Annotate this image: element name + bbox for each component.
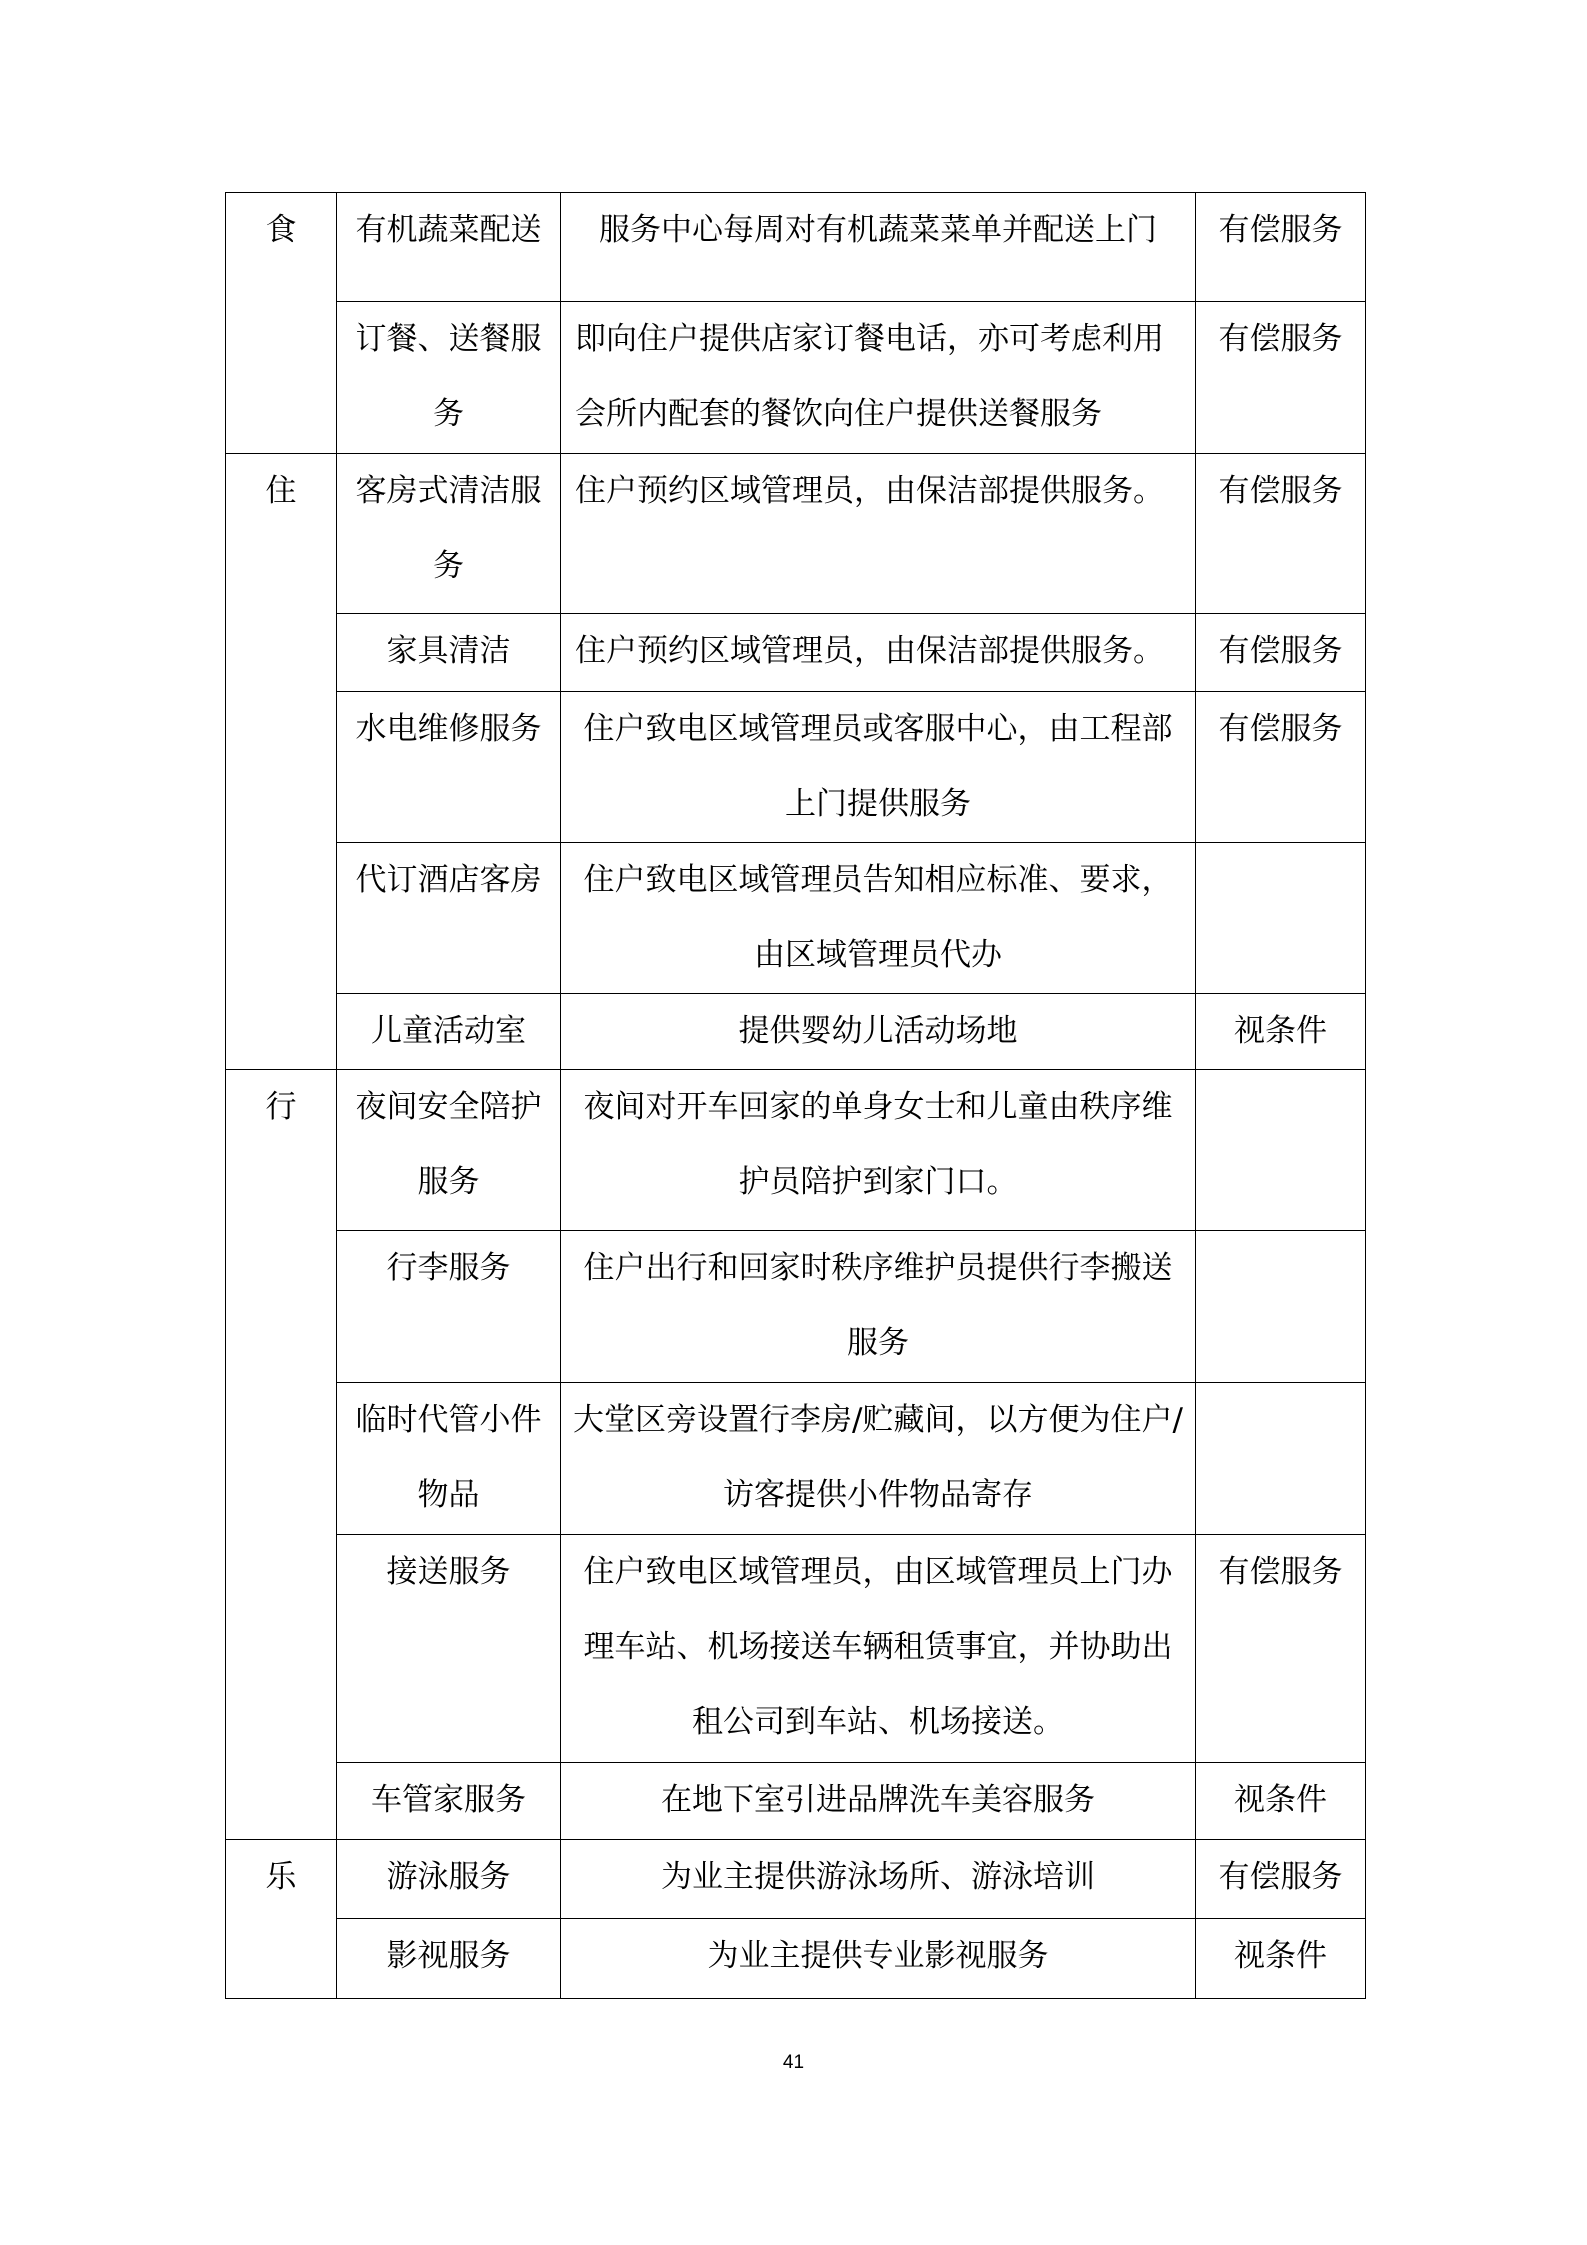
service-fee-cell — [1196, 843, 1366, 994]
table-row — [226, 454, 1366, 614]
service-desc-cell: 为业主提供专业影视服务 — [561, 1919, 1196, 1999]
service-desc-cell: 住户出行和回家时秩序维护员提供行李搬送服务 — [561, 1231, 1196, 1383]
service-desc-cell: 即向住户提供店家订餐电话，亦可考虑利用会所内配套的餐饮向住户提供送餐服务 — [561, 302, 1196, 454]
table-row — [226, 1383, 1366, 1535]
table-row — [226, 843, 1366, 994]
service-fee-cell — [1196, 1070, 1366, 1231]
service-fee-cell: 有偿服务 — [1196, 454, 1366, 614]
service-name-cell: 游泳服务 — [337, 1840, 561, 1919]
service-desc-cell: 大堂区旁设置行李房/贮藏间，以方便为住户/访客提供小件物品寄存 — [561, 1383, 1196, 1535]
category-cell: 住 — [226, 454, 337, 1070]
service-name-cell: 客房式清洁服务 — [337, 454, 561, 614]
service-desc-cell: 服务中心每周对有机蔬菜菜单并配送上门 — [561, 193, 1196, 302]
service-desc-cell: 夜间对开车回家的单身女士和儿童由秩序维护员陪护到家门口。 — [561, 1070, 1196, 1231]
service-fee-cell: 有偿服务 — [1196, 1535, 1366, 1763]
service-name-cell: 代订酒店客房 — [337, 843, 561, 994]
table-row — [226, 1763, 1366, 1840]
service-fee-cell: 视条件 — [1196, 1919, 1366, 1999]
service-desc-cell: 住户致电区域管理员告知相应标准、要求，由区域管理员代办 — [561, 843, 1196, 994]
service-desc-cell: 为业主提供游泳场所、游泳培训 — [561, 1840, 1196, 1919]
table-row — [226, 692, 1366, 843]
service-name-cell: 临时代管小件物品 — [337, 1383, 561, 1535]
table-row — [226, 614, 1366, 692]
service-fee-cell: 视条件 — [1196, 1763, 1366, 1840]
table-row — [226, 1070, 1366, 1231]
service-desc-cell: 住户预约区域管理员，由保洁部提供服务。 — [561, 454, 1196, 614]
category-cell: 乐 — [226, 1840, 337, 1999]
service-name-cell: 行李服务 — [337, 1231, 561, 1383]
service-name-cell: 儿童活动室 — [337, 994, 561, 1070]
table-row — [226, 1535, 1366, 1763]
service-fee-cell: 视条件 — [1196, 994, 1366, 1070]
category-cell: 食 — [226, 193, 337, 454]
service-name-cell: 影视服务 — [337, 1919, 561, 1999]
table-row — [226, 1840, 1366, 1919]
table-row — [226, 193, 1366, 302]
service-desc-cell: 住户预约区域管理员，由保洁部提供服务。 — [561, 614, 1196, 692]
service-fee-cell: 有偿服务 — [1196, 193, 1366, 302]
service-desc-cell: 提供婴幼儿活动场地 — [561, 994, 1196, 1070]
service-desc-cell: 住户致电区域管理员或客服中心，由工程部上门提供服务 — [561, 692, 1196, 843]
service-name-cell: 订餐、送餐服务 — [337, 302, 561, 454]
service-table — [225, 192, 1366, 1999]
service-fee-cell: 有偿服务 — [1196, 1840, 1366, 1919]
service-desc-cell: 在地下室引进品牌洗车美容服务 — [561, 1763, 1196, 1840]
service-fee-cell: 有偿服务 — [1196, 692, 1366, 843]
service-fee-cell — [1196, 1231, 1366, 1383]
service-fee-cell: 有偿服务 — [1196, 614, 1366, 692]
service-name-cell: 家具清洁 — [337, 614, 561, 692]
page-number: 41 — [782, 2052, 805, 2073]
service-fee-cell: 有偿服务 — [1196, 302, 1366, 454]
category-cell: 行 — [226, 1070, 337, 1840]
table-row — [226, 1231, 1366, 1383]
service-name-cell: 夜间安全陪护服务 — [337, 1070, 561, 1231]
service-name-cell: 车管家服务 — [337, 1763, 561, 1840]
table-row — [226, 1919, 1366, 1999]
table-row — [226, 302, 1366, 454]
service-name-cell: 接送服务 — [337, 1535, 561, 1763]
table-row — [226, 994, 1366, 1070]
service-fee-cell — [1196, 1383, 1366, 1535]
service-name-cell: 水电维修服务 — [337, 692, 561, 843]
service-desc-cell: 住户致电区域管理员，由区域管理员上门办理车站、机场接送车辆租赁事宜，并协助出租公司到车站、机场接送。 — [561, 1535, 1196, 1763]
service-name-cell: 有机蔬菜配送 — [337, 193, 561, 302]
